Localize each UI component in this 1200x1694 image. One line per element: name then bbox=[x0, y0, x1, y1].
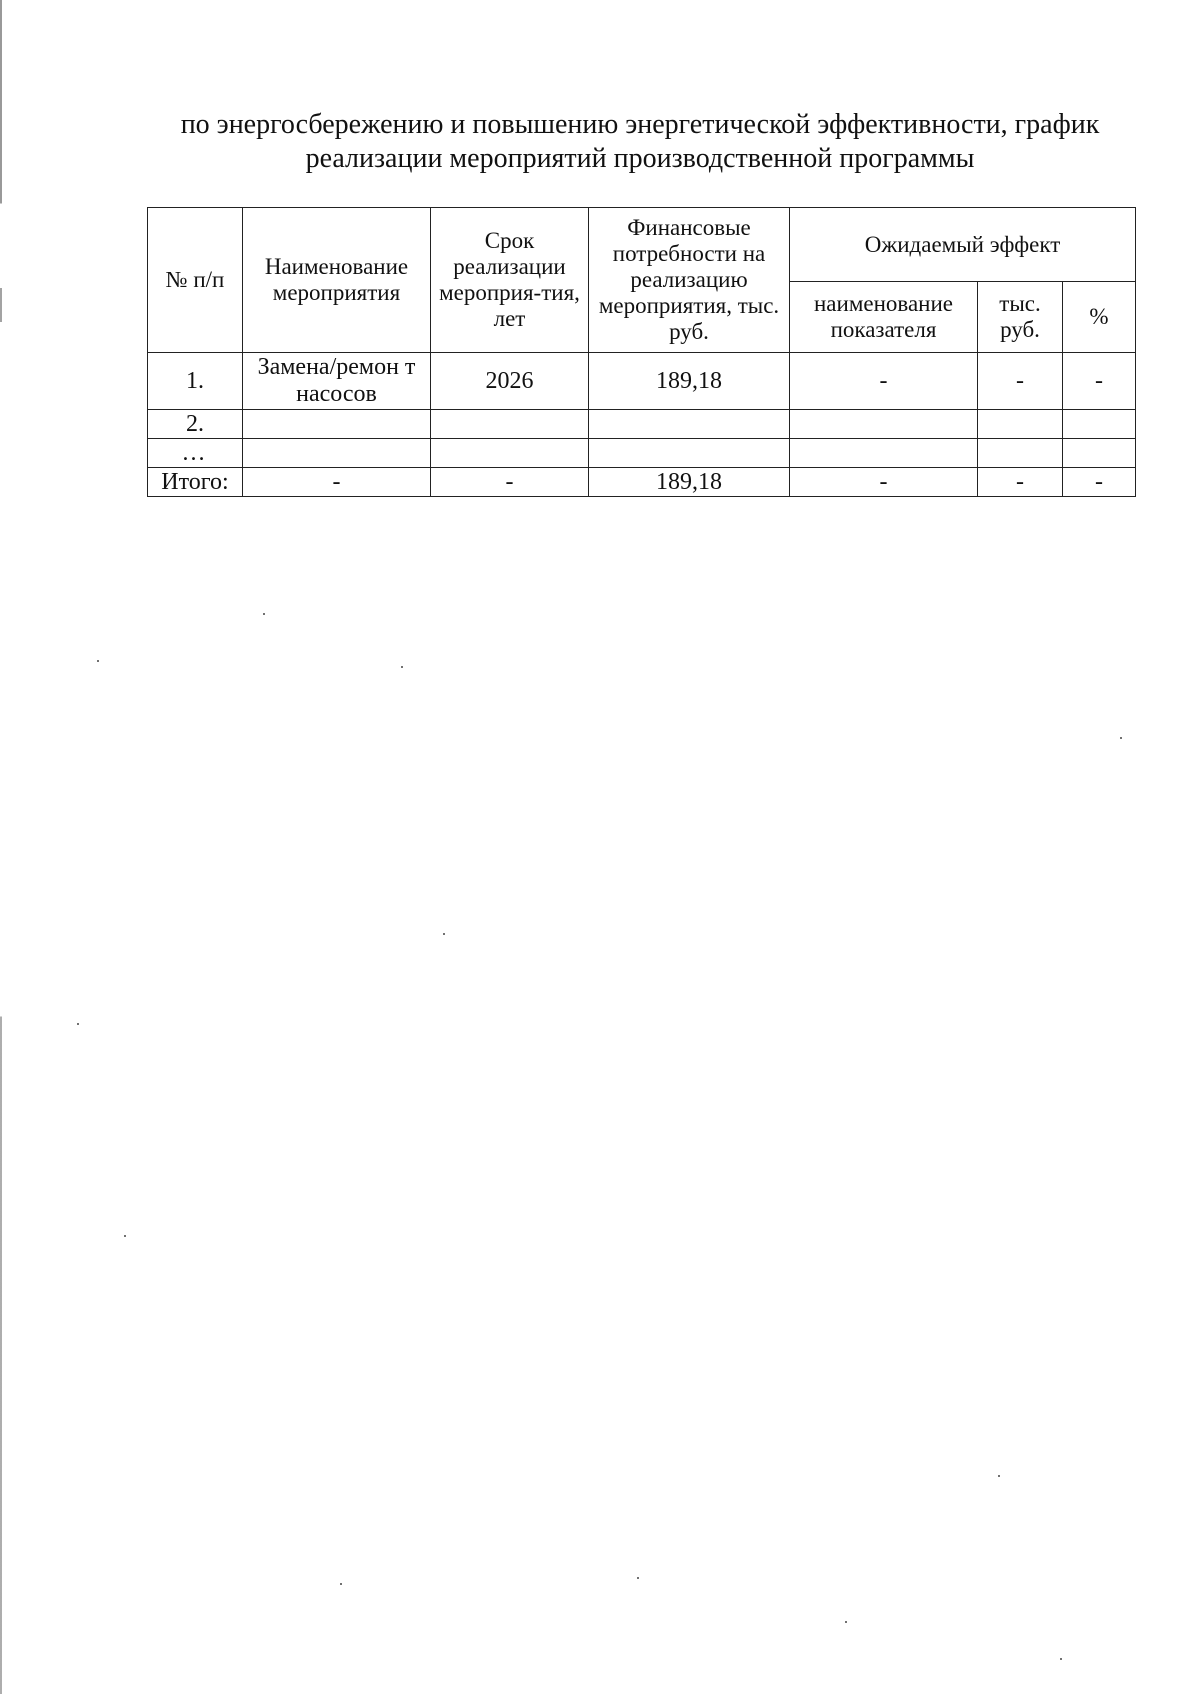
total-label: Итого: bbox=[148, 468, 243, 497]
scan-speck bbox=[97, 660, 99, 662]
scan-speck bbox=[845, 1621, 847, 1623]
total-name: - bbox=[243, 468, 431, 497]
scan-speck bbox=[637, 1577, 639, 1579]
cell-finance bbox=[589, 410, 790, 439]
cell-term bbox=[431, 439, 589, 468]
scan-speck bbox=[340, 1583, 342, 1585]
header-number: № п/п bbox=[148, 208, 243, 353]
scan-speck bbox=[998, 1475, 1000, 1477]
total-row bbox=[148, 468, 1136, 497]
header-effect-percent: % bbox=[1063, 282, 1136, 353]
cell-indicator bbox=[790, 439, 978, 468]
header-term: Срок реализации мероприя-тия, лет bbox=[431, 208, 589, 353]
table-row bbox=[148, 353, 1136, 410]
header-effect-indicator: наименование показателя bbox=[790, 282, 978, 353]
scan-speck bbox=[443, 933, 445, 935]
header-finance: Финансовые потребности на реализацию мероприятия, тыс. руб. bbox=[589, 208, 790, 353]
scan-speck bbox=[263, 613, 265, 615]
cell-percent bbox=[1063, 439, 1136, 468]
cell-percent bbox=[1063, 410, 1136, 439]
scan-edge-artifact bbox=[0, 0, 2, 1694]
measures-table bbox=[147, 207, 1136, 497]
cell-term bbox=[431, 410, 589, 439]
title-line-2: реализации мероприятий производственной программы bbox=[305, 143, 975, 174]
scan-speck bbox=[1060, 1658, 1062, 1660]
cell-indicator: - bbox=[790, 353, 978, 410]
cell-finance: 189,18 bbox=[589, 353, 790, 410]
total-indicator: - bbox=[790, 468, 978, 497]
scan-speck bbox=[1120, 737, 1122, 739]
cell-name bbox=[243, 410, 431, 439]
table-row bbox=[148, 439, 1136, 468]
cell-thousand-rub bbox=[978, 410, 1063, 439]
scan-speck bbox=[124, 1235, 126, 1237]
scan-speck bbox=[401, 666, 403, 668]
cell-number: … bbox=[148, 439, 243, 468]
total-finance: 189,18 bbox=[589, 468, 790, 497]
total-term: - bbox=[431, 468, 589, 497]
cell-thousand-rub bbox=[978, 439, 1063, 468]
document-title bbox=[150, 108, 1130, 176]
cell-percent: - bbox=[1063, 353, 1136, 410]
header-effect-thousand-rub: тыс. руб. bbox=[978, 282, 1063, 353]
cell-indicator bbox=[790, 410, 978, 439]
cell-number: 1. bbox=[148, 353, 243, 410]
cell-name: Замена/ремон т насосов bbox=[243, 353, 431, 410]
scan-speck bbox=[77, 1023, 79, 1025]
cell-finance bbox=[589, 439, 790, 468]
total-percent: - bbox=[1063, 468, 1136, 497]
cell-term: 2026 bbox=[431, 353, 589, 410]
cell-number: 2. bbox=[148, 410, 243, 439]
header-row-1 bbox=[148, 208, 1136, 282]
header-effect: Ожидаемый эффект bbox=[790, 208, 1136, 282]
cell-name bbox=[243, 439, 431, 468]
cell-thousand-rub: - bbox=[978, 353, 1063, 410]
header-name: Наименование мероприятия bbox=[243, 208, 431, 353]
table-row bbox=[148, 410, 1136, 439]
total-thousand-rub: - bbox=[978, 468, 1063, 497]
title-line-1: по энергосбережению и повышению энергетической эффективности, график bbox=[180, 109, 1100, 140]
